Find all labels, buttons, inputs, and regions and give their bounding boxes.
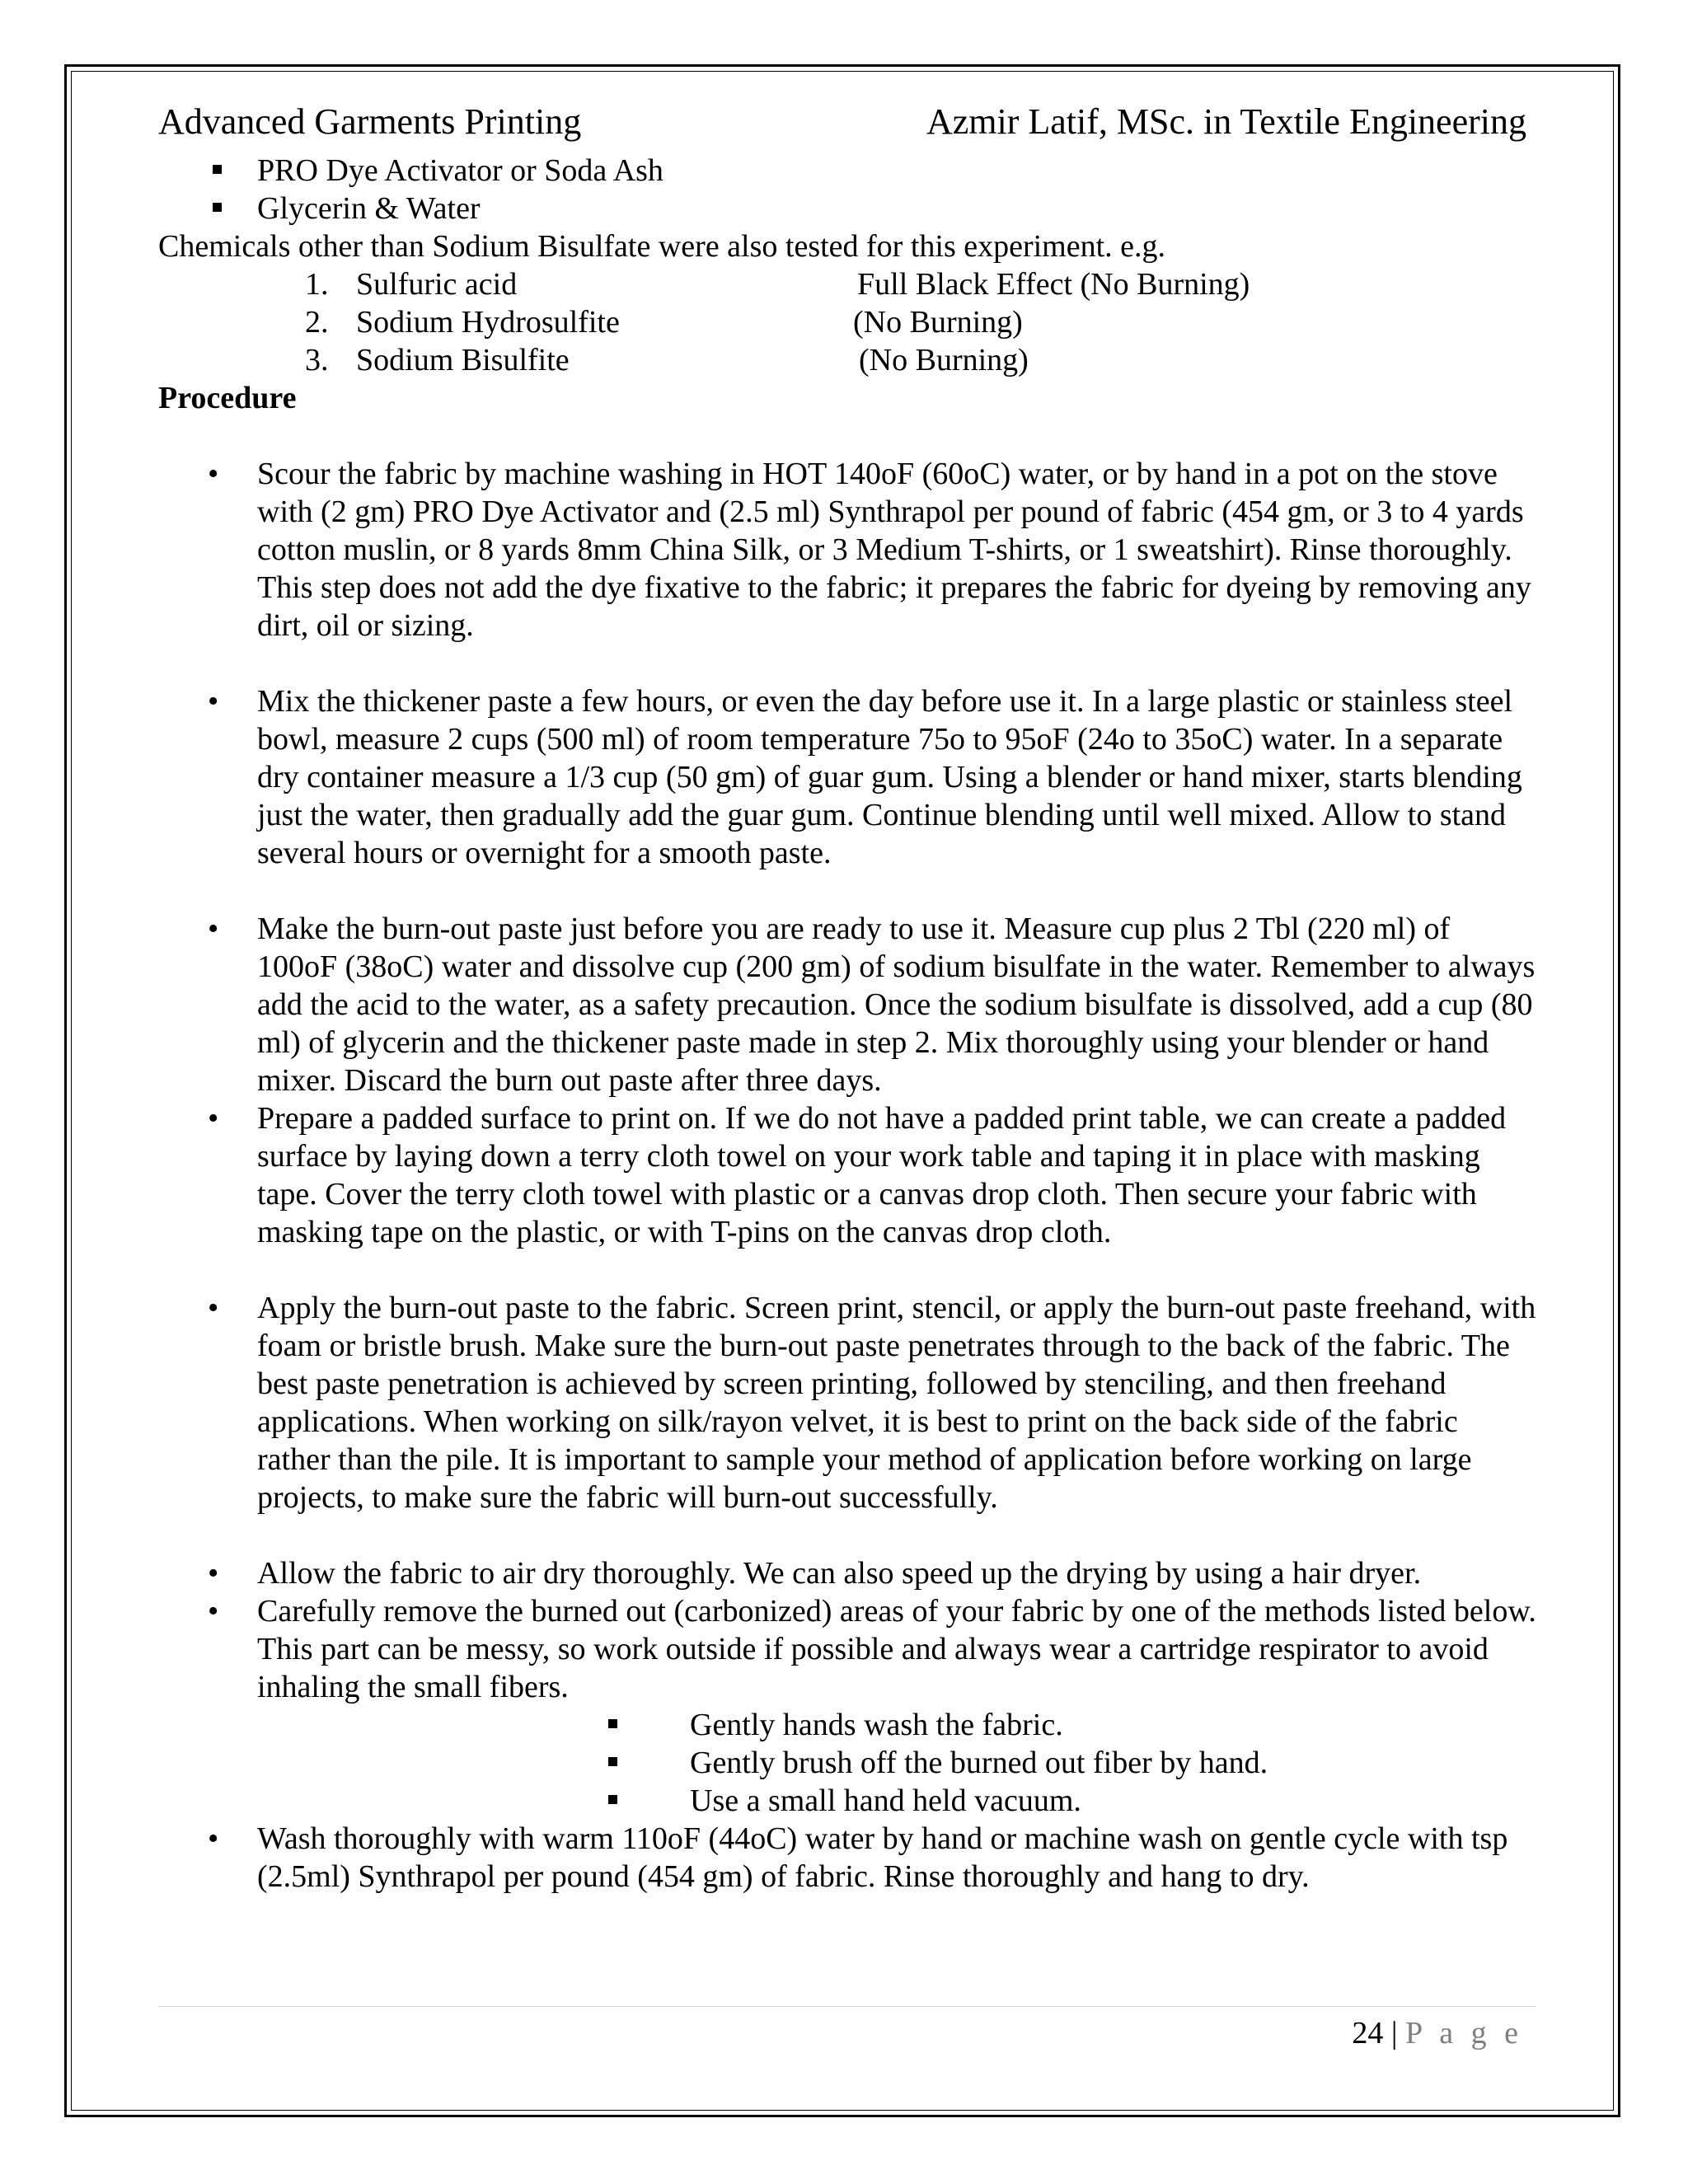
- bullet-icon: •: [208, 1821, 219, 1856]
- procedure-steps: [158, 455, 1536, 1706]
- square-bullet-icon: [608, 1795, 617, 1804]
- step-text: Carefully remove the burned out (carbonized) areas of your fabric by one of the methods listed below. This part can be messy, so work outside if possible and always wear a cartridge respirator to avoid inhaling the small fibers.: [257, 1594, 1536, 1704]
- list-item: [158, 341, 1536, 379]
- list-item: [158, 682, 1536, 872]
- removal-methods-list: [158, 1706, 1536, 1820]
- chemicals-list: [158, 265, 1536, 379]
- item-number: 1.: [305, 267, 329, 302]
- step-text: Wash thoroughly with warm 110oF (44oC) water by hand or machine wash on gentle cycle with tsp (2.5ml) Synthrapol per pound (454 gm) of fabric. Rinse thoroughly and hang to dry.: [257, 1821, 1508, 1894]
- chemicals-intro: Chemicals other than Sodium Bisulfate were also tested for this experiment. e.g.: [158, 229, 1166, 264]
- list-item: Gently hands wash the fabric.: [158, 1706, 1536, 1744]
- list-item: Glycerin & Water: [158, 190, 1536, 227]
- list-item: [158, 1820, 1536, 1896]
- square-bullet-icon: [608, 1719, 617, 1728]
- list-item: Gently brush off the burned out fiber by hand.: [158, 1744, 1536, 1782]
- item-number: 3.: [305, 343, 329, 377]
- chemical-name: Sulfuric acid: [356, 267, 518, 302]
- page-number: 24: [1352, 2016, 1384, 2050]
- bullet-icon: •: [208, 1291, 219, 1325]
- bullet-icon: •: [208, 684, 219, 719]
- list-item: [158, 1099, 1536, 1251]
- chemical-effect: Full Black Effect (No Burning): [857, 267, 1250, 302]
- list-item: Use a small hand held vacuum.: [158, 1782, 1536, 1820]
- bullet-icon: •: [208, 1594, 219, 1629]
- square-bullet-icon: [213, 165, 222, 174]
- list-item: [158, 265, 1536, 303]
- bullet-icon: •: [208, 912, 219, 946]
- footer-divider: [158, 2006, 1536, 2007]
- square-bullet-icon: [608, 1757, 617, 1766]
- chemical-effect: (No Burning): [853, 305, 1023, 340]
- list-item: [158, 1554, 1536, 1592]
- chemical-effect: (No Burning): [859, 343, 1029, 377]
- step-text: Prepare a padded surface to print on. If we do not have a padded print table, we can create a padded surface by laying down a terry cloth towel on your work table and taping it in place with masking tape. Cover the terry cloth towel with plastic or a canvas drop cloth. Then secure your fabric with masking tape on the plastic, or with T-pins on the canvas drop cloth.: [257, 1101, 1507, 1249]
- chemical-name: Sodium Bisulfite: [356, 343, 570, 377]
- header-author: Azmir Latif, MSc. in Textile Engineering: [926, 101, 1526, 142]
- page-footer: [1352, 2014, 1523, 2052]
- item-number: 2.: [305, 305, 329, 340]
- page-label: P a g e: [1405, 2016, 1523, 2050]
- list-item: [158, 1289, 1536, 1516]
- footer-separator: |: [1390, 2016, 1398, 2050]
- bullet-icon: •: [208, 1556, 219, 1591]
- step-text: Mix the thickener paste a few hours, or even the day before use it. In a large plastic or stainless steel bowl, measure 2 cups (500 ml) of room temperature 75o to 95oF (24o to 35oC) water. In a separate dry container measure a 1/3 cup (50 gm) of guar gum. Using a blender or hand mixer, starts blending just the water, then gradually add the guar gum. Continue blending until well mixed. Allow to stand several hours or overnight for a smooth paste.: [257, 684, 1522, 870]
- document-page: [158, 97, 1536, 2059]
- chemical-name: Sodium Hydrosulfite: [356, 305, 620, 340]
- step-text: Scour the fabric by machine washing in HOT 140oF (60oC) water, or by hand in a pot on the stove with (2 gm) PRO Dye Activator and (2.5 ml) Synthrapol per pound of fabric (454 gm, or 3 to 4 yards cotton muslin, or 8 yards 8mm China Silk, or 3 Medium T-shirts, or 1 sweatshirt). Rinse thoroughly. This step does not add the dye fixative to the fabric; it prepares the fabric for dyeing by removing any dirt, oil or sizing.: [257, 457, 1531, 643]
- step-text: Make the burn-out paste just before you are ready to use it. Measure cup plus 2 Tbl (220 ml) of 100oF (38oC) water and dissolve cup (200 gm) of sodium bisulfate in the water. Remember to always add the acid to the water, as a safety precaution. Once the sodium bisulfate is dissolved, add a cup (80 ml) of glycerin and the thickener paste made in step 2. Mix thoroughly using your blender or hand mixer. Discard the burn out paste after three days.: [257, 912, 1536, 1098]
- step-text: Apply the burn-out paste to the fabric. Screen print, stencil, or apply the burn-out paste freehand, with foam or bristle brush. Make sure the burn-out paste penetrates through to the back of the fabric. The best paste penetration is achieved by screen printing, followed by stenciling, and then freehand applications. When working on silk/rayon velvet, it is best to print on the back side of the fabric rather than the pile. It is important to sample your method of application before working on large projects, to make sure the fabric will burn-out successfully.: [257, 1291, 1536, 1515]
- step-text: Allow the fabric to air dry thoroughly. We can also speed up the drying by using a hair dryer.: [257, 1556, 1422, 1591]
- bullet-icon: •: [208, 1101, 219, 1136]
- square-bullet-icon: [213, 203, 222, 212]
- list-item: [158, 910, 1536, 1099]
- list-item: [158, 455, 1536, 644]
- materials-list: [158, 152, 1536, 227]
- page-header: [158, 97, 1536, 147]
- procedure-heading: Procedure: [158, 381, 297, 415]
- header-title: Advanced Garments Printing: [158, 101, 582, 142]
- list-item: PRO Dye Activator or Soda Ash: [158, 152, 1536, 190]
- bullet-icon: •: [208, 457, 219, 491]
- procedure-steps-final: [158, 1820, 1536, 1896]
- list-item: [158, 303, 1536, 341]
- list-item: [158, 1592, 1536, 1706]
